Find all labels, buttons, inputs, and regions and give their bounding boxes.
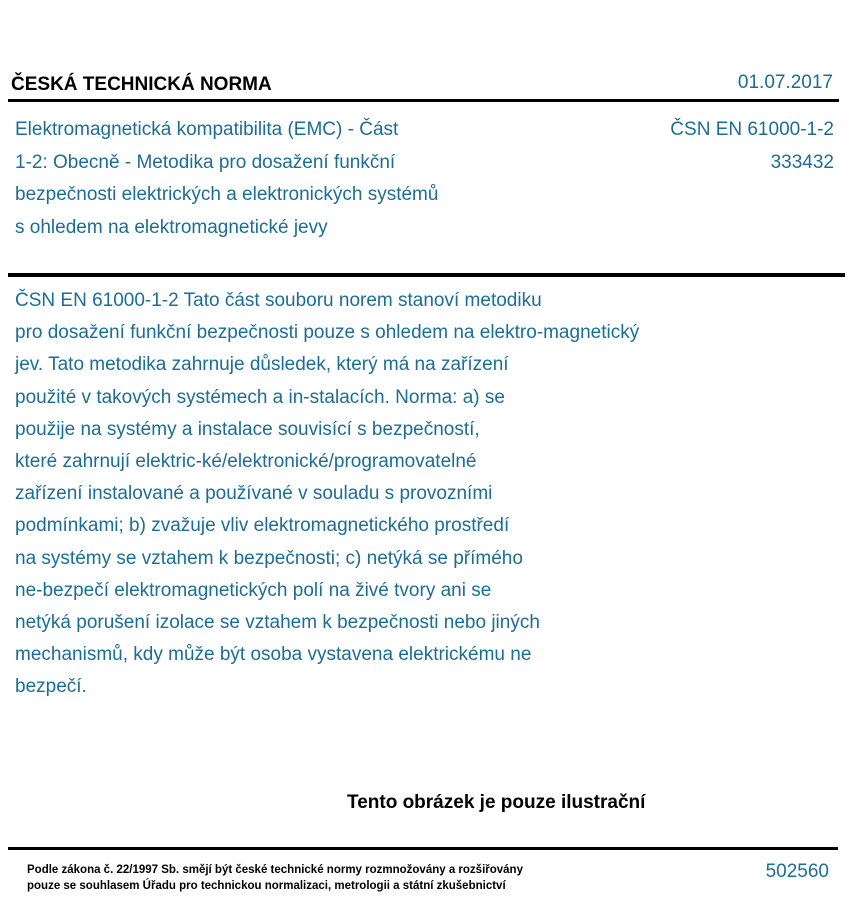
abstract-line: použité v takových systémech a in-stalacích. Norma: a) se: [15, 386, 505, 408]
document-title: ČESKÁ TECHNICKÁ NORMA: [11, 74, 272, 95]
abstract-line: pro dosažení funkční bezpečnosti pouze s ohledem na elektro-magnetický: [15, 322, 640, 344]
subject-line: bezpečnosti elektrických a elektronických systémů: [15, 184, 439, 205]
abstract-text: [15, 285, 745, 704]
abstract-line: použije na systémy a instalace souvisící s bezpečností,: [15, 418, 480, 440]
subject-line: Elektromagnetická kompatibilita (EMC) - Část: [15, 119, 399, 140]
section-divider: [8, 273, 845, 277]
subject-line: s ohledem na elektromagnetické jevy: [15, 216, 328, 238]
footer-divider: [8, 847, 838, 850]
legal-notice: [27, 862, 523, 894]
standard-subject: [15, 114, 515, 244]
illustration-note: Tento obrázek je pouze ilustrační: [347, 792, 646, 813]
abstract-line: zařízení instalované a používané v souladu s provozními: [15, 483, 493, 505]
abstract-line: netýká porušení izolace se vztahem k bezpečnosti nebo jiných: [15, 612, 540, 634]
abstract-line: ne-bezpečí elektromagnetických polí na živé tvory ani se: [15, 579, 492, 601]
abstract-line: podmínkami; b) zvažuje vliv elektromagnetického prostředí: [15, 515, 510, 537]
legal-line: pouze se souhlasem Úřadu pro technickou normalizaci, metrologii a státní zkušebnictví: [27, 880, 506, 892]
standard-code: ČSN EN 61000-1-2: [670, 119, 834, 140]
standard-codes: [670, 114, 834, 179]
abstract-line: na systémy se vztahem k bezpečnosti; c) netýká se přímého: [15, 547, 523, 569]
abstract-line: ČSN EN 61000-1-2 Tato část souboru norem stanoví metodiku: [15, 290, 542, 311]
subject-line: 1-2: Obecně - Metodika pro dosažení funkční: [15, 151, 396, 173]
abstract-line: jev. Tato metodika zahrnuje důsledek, který má na zařízení: [15, 354, 509, 376]
legal-line: Podle zákona č. 22/1997 Sb. smějí být české technické normy rozmnožovány a rozšiřovány: [27, 864, 523, 876]
header-divider: [8, 99, 839, 102]
class-number: 333432: [770, 151, 834, 173]
abstract-line: bezpečí.: [15, 676, 87, 698]
publication-date: 01.07.2017: [737, 72, 833, 93]
document-number: 502560: [765, 861, 829, 882]
abstract-line: které zahrnují elektric-ké/elektronické/programovatelné: [15, 451, 477, 473]
abstract-line: mechanismů, kdy může být osoba vystavena elektrickému ne: [15, 644, 532, 666]
